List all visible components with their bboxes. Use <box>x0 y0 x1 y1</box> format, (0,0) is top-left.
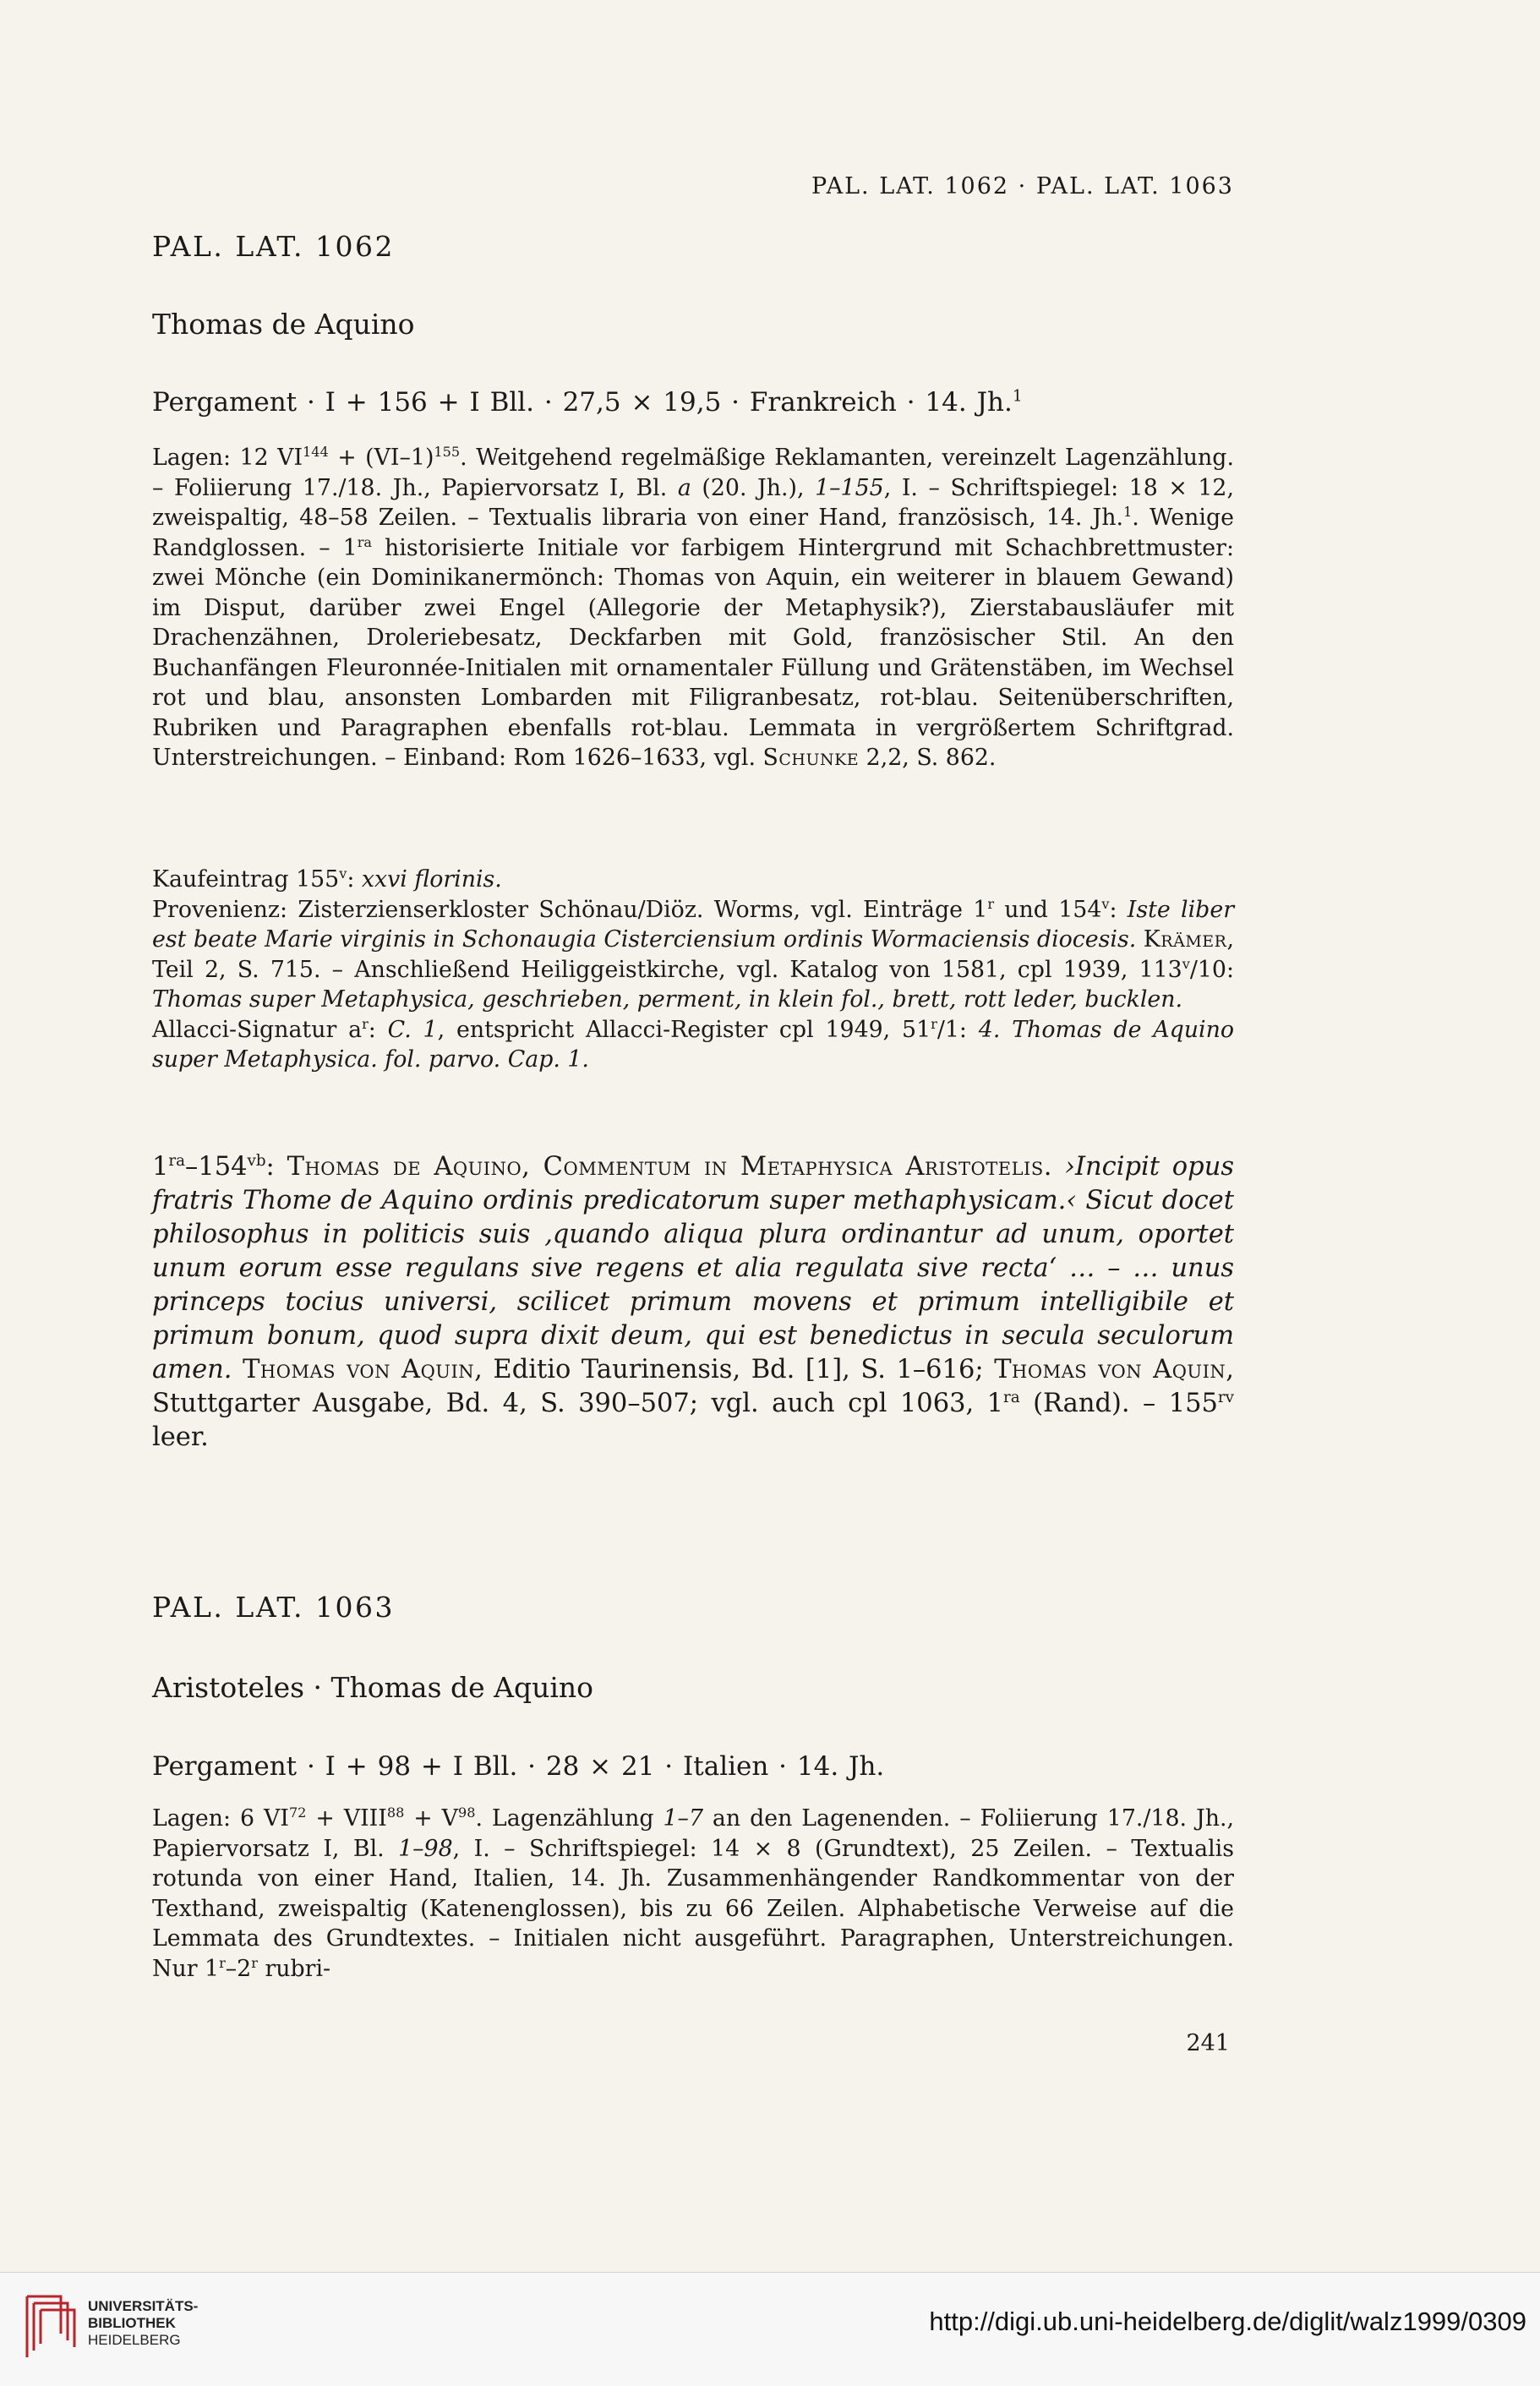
library-name: UNIVERSITÄTS- BIBLIOTHEK HEIDELBERG <box>88 2298 199 2348</box>
entry-shelfmark: PAL. LAT. 1062 <box>152 230 395 263</box>
entry-author: Aristoteles · Thomas de Aquino <box>152 1671 594 1704</box>
purchase-entry: Kaufeintrag 155$^v$: xxvi florinis. <box>152 865 502 893</box>
footnote-ref: 1 <box>1012 387 1023 406</box>
viewer-footer <box>0 2272 1540 2386</box>
permalink-url[interactable]: http://digi.ub.uni-heidelberg.de/diglit/walz1999/0309 <box>929 2307 1526 2336</box>
page-number: 241 <box>1186 2030 1230 2056</box>
entry-description: Lagen: 6 $VI^{72}$ + $VIII^{88} + V^{98}$. Lagenzählung 1–7 an den Lagenenden. – Foliierung 17./18. Jh., Papiervorsatz I, Bl. 1–98, I. – Schriftspiegel: 14 × 8 (Grundtext), 25 Zeilen. – Textualis rotunda von einer Hand, Italien, 14. Jh. Zusammenhängender Randkommentar von der Texthand, zweispaltig (Katenenglossen), bis zu 66 Zeilen. Alphabetische Verweise auf die Lemmata des Grundtextes. – Initialen nicht ausgeführt. Paragraphen, Unterstreichungen. Nur 1$^r$–2$^r$ rubri- <box>152 1805 1235 1982</box>
entry-description: Lagen: 12 $VI^{144} + (VI-1)^{155}$. Weitgehend regelmäßige Reklamanten, vereinzelt Lagenzählung. – Foliierung 17./18. Jh., Papiervorsatz I, Bl. a (20. Jh.), 1–155, I. – Schriftspiegel: 18 × 12, zweispaltig, 48–58 Zeilen. – Textualis libraria von einer Hand, französisch, 14. Jh.$^1$. Wenige Randglossen. – $1^{ra}$ historisierte Initiale vor farbigem Hintergrund mit Schachbrettmuster: zwei Mönche (ein Dominikanermönch: Thomas von Aquin, ein weiterer in blauem Gewand) im Disput, darüber zwei Engel (Allegorie der Metaphysik?), Zierstabausläufer mit Drachenzähnen, Droleriebesatz, Deckfarben mit Gold, französischer Stil. An den Buchanfängen Fleuronnée-Initialen mit ornamentaler Füllung und Grätenstäben, im Wechsel rot und blau, ansonsten Lombarden mit Filigranbesatz, rot-blau. Seitenüberschriften, Rubriken und Paragraphen ebenfalls rot-blau. Lemmata in vergrößertem Schriftgrad. Unterstreichungen. – Einband: Rom 1626–1633, vgl. Schunke 2,2, S. 862. <box>152 444 1234 771</box>
entry-author: Thomas de Aquino <box>152 308 415 341</box>
entry-shelfmark: PAL. LAT. 1063 <box>152 1591 395 1624</box>
entry-provenance <box>152 865 1234 1075</box>
entry-content: $1^{ra}-154^{vb}$: Thomas de Aquino, Commentum in Metaphysica Aristotelis. ›Incipit opus fratris Thome de Aquino ordinis predicatorum super methaphysicam.‹ Sicut docet philosophus in politicis suis ‚quando aliqua plura ordinantur ad unum, oportet unum eorum esse regulans sive regens et alia regulata sive recta‘ … – … unus princeps tocius universi, scilicet primum movens et primum intelligibile et primum bonum, quod supra dixit deum, qui est benedictus in secula seculorum amen. Thomas von Aquin, Editio Taurinensis, Bd. [1], S. 1–616; Thomas von Aquin, Stuttgarter Ausgabe, Bd. 4, S. 390–507; vgl. auch cpl 1063, $1^{ra}$ (Rand). – $155^{rv}$ leer. <box>152 1151 1234 1452</box>
provenance-entry: Provenienz: Zisterzienserkloster Schönau/Diöz. Worms, vgl. Einträge 1$^r$ und 154$^v$: Iste liber est beate Marie virginis in Schonaugia Cisterciensium ordinis Wormaciensis diocesis. Krämer, Teil 2, S. 715. – Anschließend Heiliggeistkirche, vgl. Katalog von 1581, cpl 1939, 113$^v$/10: Thomas super Metaphysica, geschrieben, perment, in klein fol., brett, rott leder, bucklen. <box>152 895 1235 1013</box>
university-library-logo-icon <box>20 2290 81 2364</box>
allacci-entry: Allacci-Signatur $a^r$: C. 1, entspricht Allacci-Register cpl 1949, 51$^r$/1: 4. Thomas de Aquino super Metaphysica. fol. parvo. Cap. 1. <box>152 1015 1235 1073</box>
entry-format-line: Pergament · I + 156 + I Bll. · 27,5 × 19,5 · Frankreich · 14. Jh.$^1$ <box>152 387 1023 418</box>
entry-format-line: Pergament · I + 98 + I Bll. · 28 × 21 · Italien · 14. Jh. <box>152 1751 885 1782</box>
running-head: PAL. LAT. 1062 · PAL. LAT. 1063 <box>811 173 1234 199</box>
